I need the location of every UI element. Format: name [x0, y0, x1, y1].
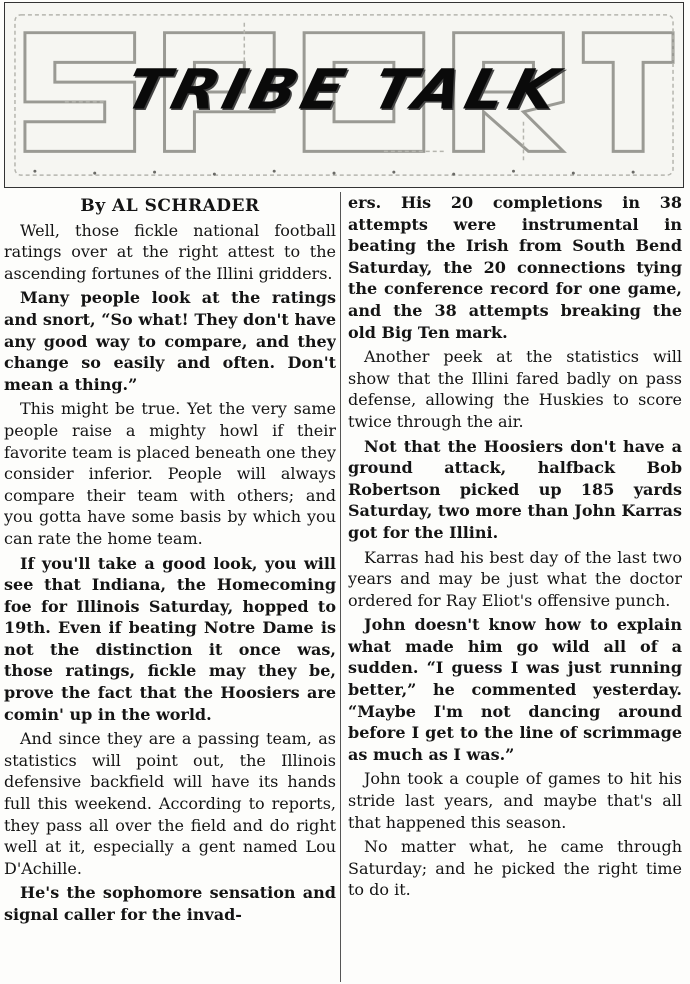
byline: By AL SCHRADER: [80, 196, 260, 216]
article-paragraph: Karras had his best day of the last two years and may be just what the doctor ordered for Ray Eliot's offensive punch.: [348, 547, 682, 610]
column-title: TRIBE TALK: [118, 57, 570, 123]
column-divider: [340, 192, 341, 982]
article-paragraph: Not that the Hoosiers don't have a ground attack, halfback Bob Robertson picked up 185 yards Saturday, two more than John Karras got for the Illini.: [348, 436, 682, 542]
article-column-right: [348, 192, 682, 984]
article-paragraph: Many people look at the ratings and snort, “So what! They don't have any good way to compare, and they change so easily and often. Don't mean a thing.”: [4, 288, 336, 394]
article-paragraph: Another peek at the statistics will show that the Illini fared badly on pass defense, allowing the Huskies to score twice through the air.: [348, 347, 682, 431]
article-paragraph: No matter what, he came through Saturday; and he picked the right time to do it.: [348, 837, 682, 900]
article-paragraph: He's the sophomore sensation and signal caller for the invad-: [4, 883, 336, 924]
left-column-body: [4, 220, 336, 926]
article-paragraph: And since they are a passing team, as statistics will point out, the Illinois defensive backfield will have its hands full this weekend. According to reports, they pass all over the field and do right well at it, especially a gent named Lou D'Achille.: [4, 729, 336, 878]
right-column-body: [348, 192, 682, 901]
article-paragraph: John took a couple of games to hit his stride last years, and maybe that's all that happened this season.: [348, 769, 682, 832]
column-masthead: [4, 2, 684, 188]
article-paragraph: ers. His 20 completions in 38 attempts were instrumental in beating the Irish from South Bend Saturday, the 20 connections tying the conference record for one game, and the 38 attempts breaking the old Big Ten mark.: [348, 193, 682, 342]
article-paragraph: Well, those fickle national football ratings over at the right attest to the ascending fortunes of the Illini gridders.: [4, 220, 336, 283]
article-paragraph: This might be true. Yet the very same people raise a mighty howl if their favorite team is placed beneath one they consider inferior. People will always compare their team with others; and you gotta have some basis by which you can rate the home team.: [4, 399, 336, 548]
article-paragraph: If you'll take a good look, you will see that Indiana, the Homecoming foe for Illinois Saturday, hopped to 19th. Even if beating Notre Dame is not the distinction it once was, those ratings, fickle may they be, prove the fact that the Hoosiers are comin' up in the world.: [4, 553, 336, 724]
article-column-left: [4, 192, 336, 984]
article-paragraph: John doesn't know how to explain what made him go wild all of a sudden. “I guess I was just running better,” he commented yesterday. “Maybe I'm not dancing around before I get to the line of scrimmage as much as I was.”: [348, 615, 682, 764]
